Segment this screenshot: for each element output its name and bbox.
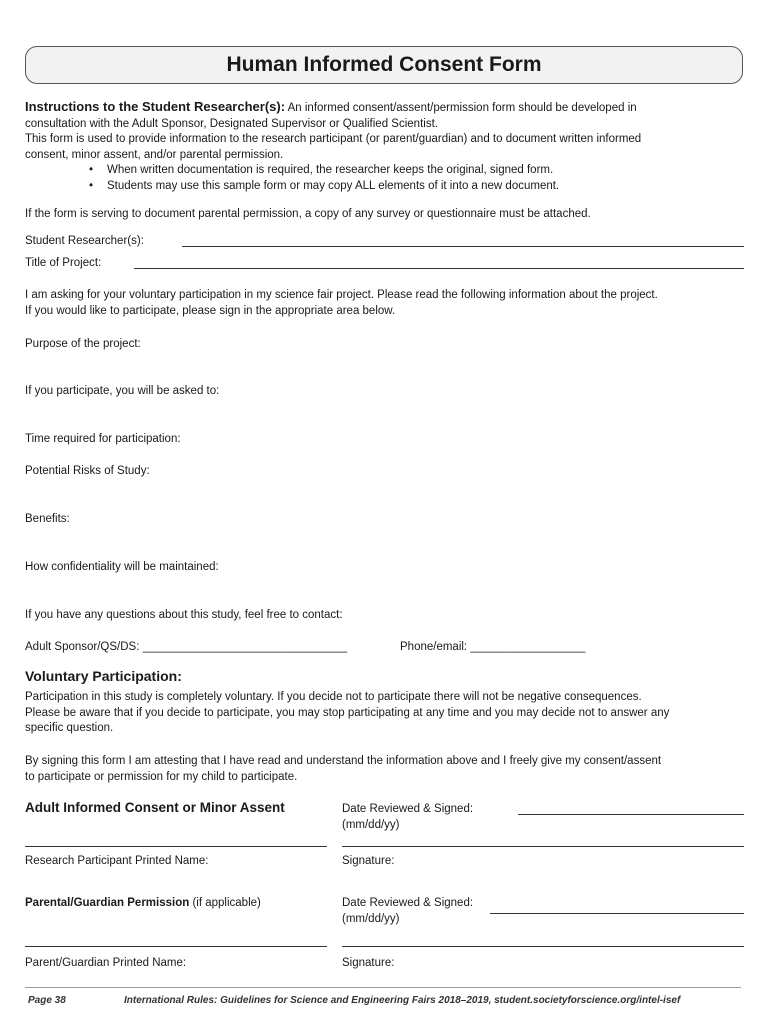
benefits-label: Benefits: (25, 513, 70, 525)
instructions-line-1 (25, 99, 745, 117)
instructions-text-1: An informed consent/assent/permission form should be developed in (287, 102, 637, 114)
bullet-item: • Students may use this sample form or may copy ALL elements of it into a new document. (89, 179, 745, 195)
parent-name-field[interactable] (25, 946, 327, 947)
student-researchers-label: Student Researcher(s): (25, 235, 144, 247)
signature-label: Signature: (342, 855, 395, 867)
footer-text: International Rules: Guidelines for Science and Engineering Fairs 2018–2019, student.societyforscience.org/intel-isef (124, 995, 681, 1006)
adult-date-field[interactable] (518, 814, 744, 815)
adult-consent-heading: Adult Informed Consent or Minor Assent (25, 800, 285, 815)
questions-label: If you have any questions about this study, feel free to contact: (25, 609, 343, 621)
date-format-text: (mm/dd/yy) (342, 818, 400, 831)
footer-divider (25, 987, 741, 988)
time-label: Time required for participation: (25, 433, 181, 445)
project-title-field[interactable] (134, 268, 744, 269)
attest-line: to participate or permission for my child to participate. (25, 770, 298, 783)
instructions-bullets (89, 163, 745, 194)
form-title: Human Informed Consent Form (25, 46, 743, 84)
parent-signature-field[interactable] (342, 946, 744, 947)
parental-rest: (if applicable) (189, 897, 261, 909)
student-researchers-field[interactable] (182, 246, 744, 247)
page-number: Page 38 (28, 995, 66, 1006)
attachment-note: If the form is serving to document parental permission, a copy of any survey or questionnaire must be attached. (25, 208, 591, 220)
instructions-line-3: This form is used to provide information to the research participant (or parent/guardian) and to document written informed (25, 133, 642, 145)
signature-label-2: Signature: (342, 957, 395, 969)
intro-line: I am asking for your voluntary participation in my science fair project. Please read the following information about the project. (25, 289, 658, 301)
purpose-label: Purpose of the project: (25, 338, 141, 350)
sponsor-contact-field[interactable]: Adult Sponsor/QS/DS: ________________________________ (25, 641, 348, 653)
participant-name-field[interactable] (25, 846, 327, 847)
instructions-line-2: consultation with the Adult Sponsor, Designated Supervisor or Qualified Scientist. (25, 117, 438, 130)
asked-label: If you participate, you will be asked to: (25, 385, 220, 397)
risks-label: Potential Risks of Study: (25, 465, 150, 477)
parental-permission-label (25, 896, 261, 912)
attest-line: By signing this form I am attesting that I have read and understand the information above and I freely give my consent/assent (25, 755, 662, 767)
parental-bold: Parental/Guardian Permission (25, 897, 190, 909)
date-signed-label-2 (342, 896, 473, 927)
intro-paragraph (25, 288, 755, 319)
voluntary-line: Please be aware that if you decide to participate, you may stop participating at any time and you may decide not to answer any (25, 706, 670, 719)
intro-line: If you would like to participate, please sign in the appropriate area below. (25, 304, 396, 317)
date-signed-label (342, 802, 473, 833)
voluntary-heading: Voluntary Participation: (25, 668, 182, 684)
instructions-line-4: consent, minor assent, and/or parental permission. (25, 148, 284, 161)
voluntary-line: specific question. (25, 722, 114, 734)
parent-date-field[interactable] (490, 913, 744, 914)
date-label-text: Date Reviewed & Signed: (342, 803, 474, 815)
date-label-text: Date Reviewed & Signed: (342, 897, 474, 909)
project-title-label: Title of Project: (25, 257, 102, 269)
phone-email-field[interactable]: Phone/email: __________________ (400, 641, 586, 653)
confidentiality-label: How confidentiality will be maintained: (25, 561, 219, 573)
voluntary-line: Participation in this study is completely voluntary. If you decide not to participate there will not be negative consequences. (25, 691, 642, 703)
participant-name-label: Research Participant Printed Name: (25, 855, 209, 867)
instructions-heading: Instructions to the Student Researcher(s): (25, 99, 286, 114)
instructions-block (25, 99, 745, 194)
participant-signature-field[interactable] (342, 846, 744, 847)
parent-name-label: Parent/Guardian Printed Name: (25, 957, 187, 969)
voluntary-paragraph (25, 690, 755, 737)
bullet-item: • When written documentation is required, the researcher keeps the original, signed form. (89, 163, 745, 179)
attestation-paragraph (25, 754, 755, 785)
date-format-text: (mm/dd/yy) (342, 912, 400, 925)
